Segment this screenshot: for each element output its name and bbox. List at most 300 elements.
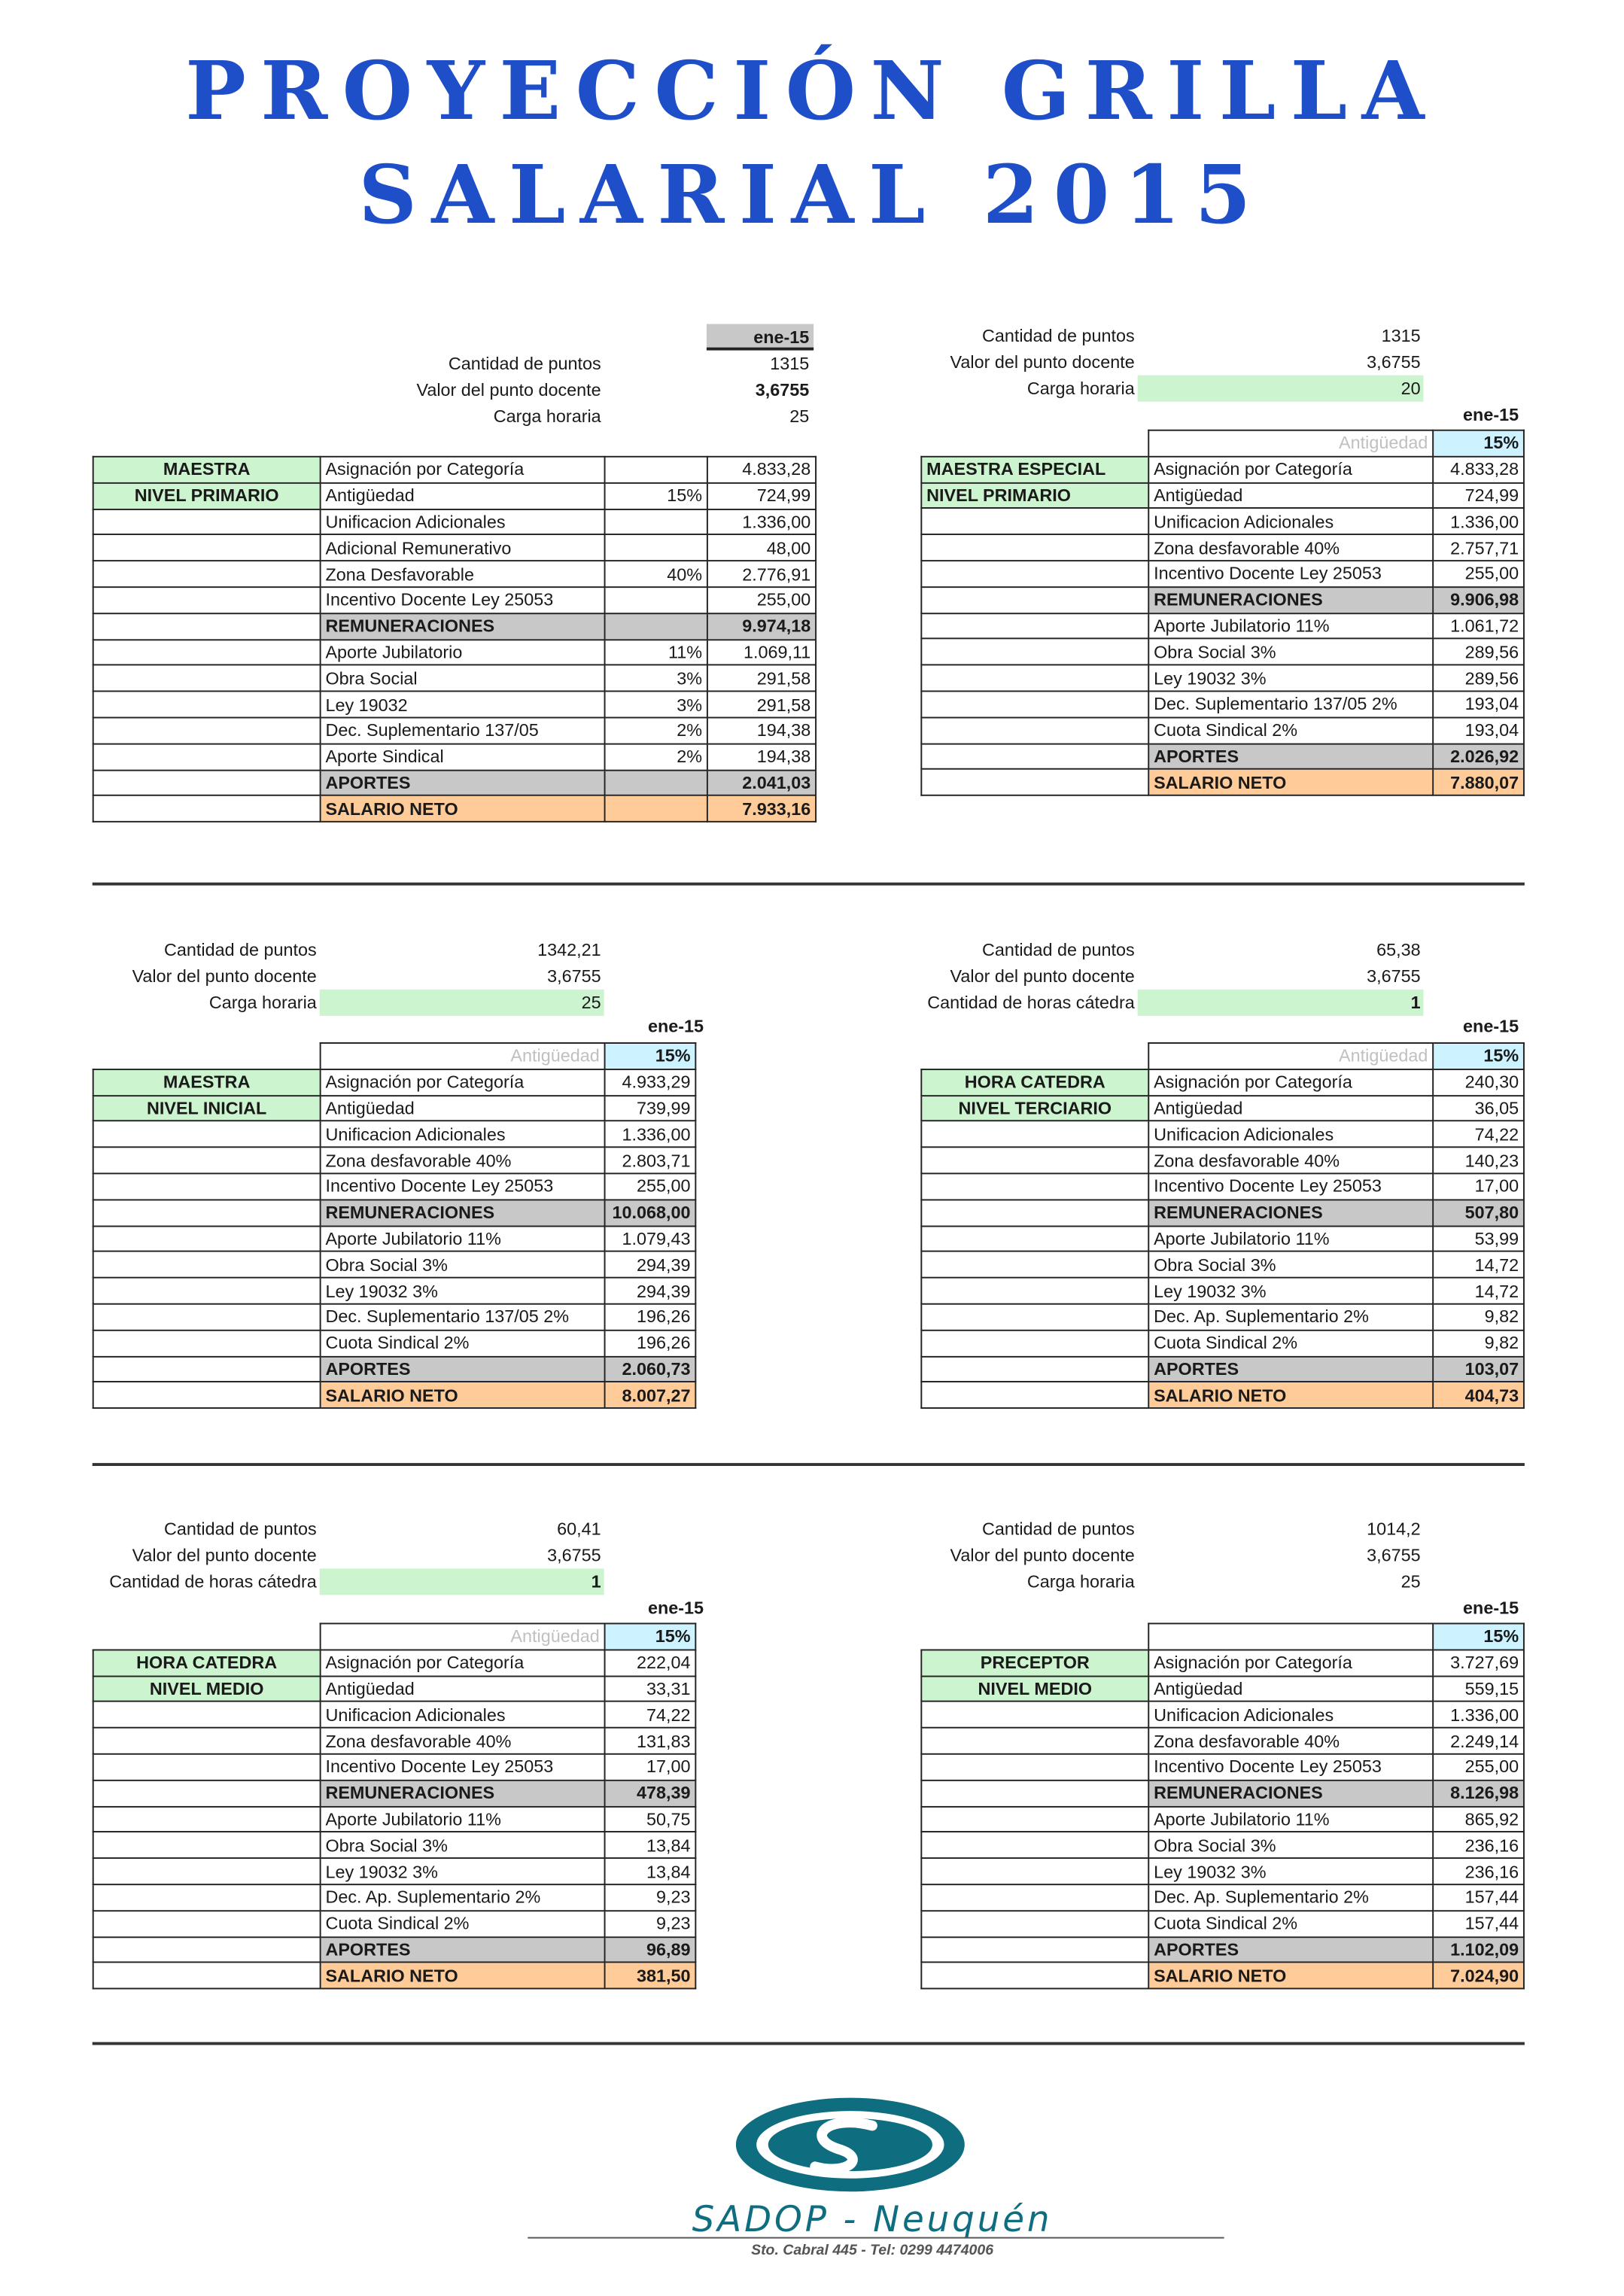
table-row xyxy=(921,665,1524,692)
salario-neto-row xyxy=(921,1382,1524,1409)
row-value: 1.102,09 xyxy=(1433,1936,1524,1963)
row-value: 194,38 xyxy=(707,744,816,770)
table-row xyxy=(921,1121,1524,1148)
row-pct: 3% xyxy=(605,665,707,692)
row-label: REMUNERACIONES xyxy=(1148,587,1433,613)
page-title-line-1: PROYECCIÓN GRILLA xyxy=(185,42,1440,138)
row-label: SALARIO NETO xyxy=(1148,1382,1433,1409)
table-row xyxy=(93,1226,696,1252)
row-label: APORTES xyxy=(321,770,605,796)
table-row xyxy=(921,509,1524,535)
row-label: Unificacion Adicionales xyxy=(1148,509,1433,535)
row-value: 478,39 xyxy=(605,1780,696,1806)
antiguedad-row xyxy=(921,430,1524,457)
table-row xyxy=(921,1858,1524,1884)
row-value: 48,00 xyxy=(707,535,816,561)
sadop-logo-icon xyxy=(733,2094,968,2196)
table-row xyxy=(921,1173,1524,1200)
row-label: Asignación por Categoría xyxy=(1148,1069,1433,1096)
row-label: REMUNERACIONES xyxy=(321,613,605,640)
row-value: 1.336,00 xyxy=(605,1121,696,1148)
row-label: Aporte Sindical xyxy=(321,744,605,770)
table-row xyxy=(921,1069,1524,1096)
row-value: 9.974,18 xyxy=(707,613,816,640)
row-value: 33,31 xyxy=(605,1676,696,1702)
row-value: 2.757,71 xyxy=(1433,534,1524,561)
row-label: Asignación por Categoría xyxy=(321,1069,605,1096)
table-row xyxy=(921,1304,1524,1330)
row-label: SALARIO NETO xyxy=(321,795,605,822)
table-row xyxy=(921,1676,1524,1702)
row-value: 724,99 xyxy=(707,482,816,509)
row-label: Aporte Jubilatorio 11% xyxy=(1148,613,1433,639)
table-row xyxy=(93,1095,696,1121)
table-row xyxy=(921,1832,1524,1859)
row-label: Aporte Jubilatorio 11% xyxy=(1148,1226,1433,1252)
row-value: 9,82 xyxy=(1433,1330,1524,1356)
t1-side-1: MAESTRA xyxy=(93,457,321,483)
table-row xyxy=(921,1650,1524,1676)
row-label: Ley 19032 3% xyxy=(321,1278,605,1304)
table-row xyxy=(93,561,816,587)
row-value: 13,84 xyxy=(605,1832,696,1859)
antiguedad-percent: 15% xyxy=(605,1623,696,1650)
table-row xyxy=(93,535,816,561)
row-label: Cuota Sindical 2% xyxy=(1148,1330,1433,1356)
t4-valor-value: 3,6755 xyxy=(1367,966,1421,987)
t5-header xyxy=(88,1516,609,1598)
row-value: 291,58 xyxy=(707,665,816,692)
table-row xyxy=(921,1226,1524,1252)
row-pct: 11% xyxy=(605,639,707,665)
row-value: 294,39 xyxy=(605,1251,696,1278)
t4-horas-value: 1 xyxy=(1138,990,1424,1016)
t4-valor-label: Valor del punto docente xyxy=(950,966,1135,987)
row-value: 9,82 xyxy=(1433,1304,1524,1330)
t2-side-2: NIVEL PRIMARIO xyxy=(921,482,1148,509)
table-row xyxy=(93,1754,696,1781)
row-label: Ley 19032 xyxy=(321,692,605,718)
row-value: 507,80 xyxy=(1433,1200,1524,1226)
table-row xyxy=(93,1278,696,1304)
row-value: 3.727,69 xyxy=(1433,1650,1524,1676)
antiguedad-percent: 15% xyxy=(1433,430,1524,457)
antiguedad-label: Antigüedad xyxy=(1148,430,1433,457)
row-value: 381,50 xyxy=(605,1963,696,1989)
row-label: REMUNERACIONES xyxy=(321,1200,605,1226)
row-label: SALARIO NETO xyxy=(1148,1963,1433,1989)
row-value: 255,00 xyxy=(1433,1754,1524,1781)
row-label: SALARIO NETO xyxy=(321,1963,605,1989)
t2-valor-value: 3,6755 xyxy=(1367,351,1421,373)
row-value: 7.933,16 xyxy=(707,795,816,822)
row-value: 240,30 xyxy=(1433,1069,1524,1096)
row-label: Incentivo Docente Ley 25053 xyxy=(1148,561,1433,587)
remuneraciones-row xyxy=(921,1780,1524,1806)
row-value: 236,16 xyxy=(1433,1832,1524,1859)
row-label: APORTES xyxy=(1148,1936,1433,1963)
row-label: Dec. Suplementario 137/05 2% xyxy=(1148,691,1433,717)
t2-valor-label: Valor del punto docente xyxy=(950,351,1135,373)
row-label: Incentivo Docente Ley 25053 xyxy=(321,587,605,613)
t6-carga-label: Carga horaria xyxy=(1026,1571,1135,1592)
row-value: 255,00 xyxy=(707,587,816,613)
table-row xyxy=(921,1911,1524,1937)
row-label: Aporte Jubilatorio 11% xyxy=(1148,1806,1433,1832)
table-row xyxy=(921,1806,1524,1832)
t1-valor-value: 3,6755 xyxy=(755,379,810,400)
divider-1 xyxy=(93,883,1525,886)
table-row xyxy=(921,534,1524,561)
t5-horas-value: 1 xyxy=(320,1568,604,1595)
table-row xyxy=(921,1148,1524,1174)
t4-side-2: NIVEL TERCIARIO xyxy=(921,1095,1148,1121)
row-value: 2.803,71 xyxy=(605,1148,696,1174)
row-value: 8.126,98 xyxy=(1433,1780,1524,1806)
t2-side-1: MAESTRA ESPECIAL xyxy=(921,456,1148,482)
salario-neto-row xyxy=(93,1963,696,1989)
row-label: REMUNERACIONES xyxy=(1148,1780,1433,1806)
table-row xyxy=(921,1701,1524,1728)
row-label: Antigüedad xyxy=(321,482,605,509)
row-label: Obra Social 3% xyxy=(1148,639,1433,665)
aportes-row xyxy=(93,1356,696,1382)
row-value: 255,00 xyxy=(605,1173,696,1200)
row-value: 2.026,92 xyxy=(1433,744,1524,770)
t3-puntos-value: 1342,21 xyxy=(537,939,601,960)
row-value: 17,00 xyxy=(605,1754,696,1781)
row-value: 724,99 xyxy=(1433,482,1524,509)
table-row xyxy=(93,1121,696,1148)
row-label: SALARIO NETO xyxy=(321,1382,605,1409)
row-pct: 3% xyxy=(605,692,707,718)
row-value: 7.024,90 xyxy=(1433,1963,1524,1989)
row-value: 53,99 xyxy=(1433,1226,1524,1252)
row-value: 36,05 xyxy=(1433,1095,1524,1121)
t6-side-2: NIVEL MEDIO xyxy=(921,1676,1148,1702)
row-label: Adicional Remunerativo xyxy=(321,535,605,561)
row-label: Aporte Jubilatorio 11% xyxy=(321,1226,605,1252)
row-label: Obra Social 3% xyxy=(1148,1832,1433,1859)
row-value: 196,26 xyxy=(605,1330,696,1356)
table-row xyxy=(921,1095,1524,1121)
table-row xyxy=(93,665,816,692)
table-row xyxy=(93,1832,696,1859)
row-label: Unificacion Adicionales xyxy=(321,1701,605,1728)
t5-side-2: NIVEL MEDIO xyxy=(93,1676,321,1702)
t1-side-2: NIVEL PRIMARIO xyxy=(93,482,321,509)
t3-valor-value: 3,6755 xyxy=(547,966,601,987)
row-value: 14,72 xyxy=(1433,1278,1524,1304)
row-value: 294,39 xyxy=(605,1278,696,1304)
row-pct xyxy=(605,535,707,561)
t4-table xyxy=(920,1042,1525,1409)
row-label: Obra Social 3% xyxy=(1148,1251,1433,1278)
table-row xyxy=(921,1884,1524,1911)
row-pct: 15% xyxy=(605,482,707,509)
row-value: 194,38 xyxy=(707,717,816,744)
remuneraciones-row xyxy=(93,1780,696,1806)
row-label: Asignación por Categoría xyxy=(321,1650,605,1676)
t5-table xyxy=(93,1622,697,1989)
table-row xyxy=(93,1884,696,1911)
row-value: 9,23 xyxy=(605,1911,696,1937)
row-value: 50,75 xyxy=(605,1806,696,1832)
row-label: SALARIO NETO xyxy=(1148,769,1433,795)
row-value: 4.833,28 xyxy=(1433,456,1524,482)
aportes-row xyxy=(921,1356,1524,1382)
t1-valor-label: Valor del punto docente xyxy=(416,379,601,400)
remuneraciones-row xyxy=(93,1200,696,1226)
table-row xyxy=(93,744,816,770)
row-pct xyxy=(605,457,707,483)
table-row xyxy=(93,639,816,665)
row-value: 255,00 xyxy=(1433,561,1524,587)
table-row xyxy=(93,1148,696,1174)
row-pct xyxy=(605,509,707,535)
row-label: Unificacion Adicionales xyxy=(1148,1121,1433,1148)
table-row xyxy=(921,639,1524,665)
t1-carga-value: 25 xyxy=(789,406,810,427)
table-row xyxy=(921,456,1524,482)
antiguedad-label: Antigüedad xyxy=(321,1043,605,1069)
row-label: Zona desfavorable 40% xyxy=(321,1148,605,1174)
table-row xyxy=(921,691,1524,717)
row-label: Aporte Jubilatorio xyxy=(321,639,605,665)
row-value: 131,83 xyxy=(605,1728,696,1754)
row-label: Obra Social 3% xyxy=(321,1832,605,1859)
table-row xyxy=(93,1858,696,1884)
row-label: Dec. Ap. Suplementario 2% xyxy=(1148,1884,1433,1911)
table-row xyxy=(93,1911,696,1937)
antiguedad-label: Antigüedad xyxy=(321,1623,605,1650)
row-value: 289,56 xyxy=(1433,665,1524,692)
row-value: 193,04 xyxy=(1433,717,1524,744)
t1-puntos-value: 1315 xyxy=(770,353,810,374)
antiguedad-percent: 15% xyxy=(605,1043,696,1069)
row-value: 291,58 xyxy=(707,692,816,718)
row-label: Asignación por Categoría xyxy=(1148,456,1433,482)
row-value: 74,22 xyxy=(605,1701,696,1728)
table-row xyxy=(93,692,816,718)
t6-side-1: PRECEPTOR xyxy=(921,1650,1148,1676)
row-value: 196,26 xyxy=(605,1304,696,1330)
brand-address: Sto. Cabral 445 - Tel: 0299 4474006 xyxy=(751,2243,994,2259)
row-label: Cuota Sindical 2% xyxy=(321,1330,605,1356)
row-pct: 2% xyxy=(605,744,707,770)
table-row xyxy=(93,1069,696,1096)
salario-neto-row xyxy=(921,769,1524,795)
row-value: 2.249,14 xyxy=(1433,1728,1524,1754)
row-value: 404,73 xyxy=(1433,1382,1524,1409)
t4-header xyxy=(880,937,1425,1019)
t3-carga-label: Carga horaria xyxy=(208,992,317,1014)
aportes-row xyxy=(93,1936,696,1963)
table-row xyxy=(921,717,1524,744)
row-label: Zona desfavorable 40% xyxy=(1148,1728,1433,1754)
t2-puntos-value: 1315 xyxy=(1381,325,1421,346)
row-value: 96,89 xyxy=(605,1936,696,1963)
row-label: Ley 19032 3% xyxy=(1148,665,1433,692)
table-row xyxy=(93,717,816,744)
table-row xyxy=(921,1754,1524,1781)
row-label: Antigüedad xyxy=(321,1676,605,1702)
t2-ene-label: ene-15 xyxy=(1463,404,1519,425)
t2-carga-label: Carga horaria xyxy=(1026,378,1135,399)
page-title-line-2: SALARIAL 2015 xyxy=(358,146,1266,242)
divider-3 xyxy=(93,2042,1525,2045)
t3-table xyxy=(93,1042,697,1409)
antiguedad-label: Antigüedad xyxy=(1148,1043,1433,1069)
row-value: 739,99 xyxy=(605,1095,696,1121)
row-value: 2.776,91 xyxy=(707,561,816,587)
row-label: REMUNERACIONES xyxy=(321,1780,605,1806)
table-row xyxy=(93,1330,696,1356)
row-label: Dec. Ap. Suplementario 2% xyxy=(321,1884,605,1911)
remuneraciones-row xyxy=(93,613,816,640)
t6-puntos-label: Cantidad de puntos xyxy=(981,1519,1135,1540)
row-value: 1.336,00 xyxy=(1433,509,1524,535)
row-label: Antigüedad xyxy=(1148,1676,1433,1702)
row-value: 4.933,29 xyxy=(605,1069,696,1096)
t6-carga-value: 25 xyxy=(1400,1571,1421,1592)
t4-puntos-value: 65,38 xyxy=(1376,939,1421,960)
row-label: Obra Social xyxy=(321,665,605,692)
table-row xyxy=(921,561,1524,587)
row-label: Unificacion Adicionales xyxy=(1148,1701,1433,1728)
t4-puntos-label: Cantidad de puntos xyxy=(981,939,1135,960)
t5-valor-label: Valor del punto docente xyxy=(132,1545,317,1566)
t6-puntos-value: 1014,2 xyxy=(1367,1519,1421,1540)
salario-neto-row xyxy=(921,1963,1524,1989)
table-row xyxy=(921,613,1524,639)
row-value: 2.041,03 xyxy=(707,770,816,796)
row-value: 8.007,27 xyxy=(605,1382,696,1409)
t3-carga-value: 25 xyxy=(320,990,604,1016)
row-label: Incentivo Docente Ley 25053 xyxy=(321,1754,605,1781)
row-label: Asignación por Categoría xyxy=(1148,1650,1433,1676)
t3-header xyxy=(88,937,609,1019)
table-row xyxy=(921,1728,1524,1754)
row-value: 236,16 xyxy=(1433,1858,1524,1884)
aportes-row xyxy=(93,770,816,796)
row-label: Ley 19032 3% xyxy=(321,1858,605,1884)
t3-side-2: NIVEL INICIAL xyxy=(93,1095,321,1121)
antiguedad-percent: 15% xyxy=(1433,1623,1524,1650)
t4-side-1: HORA CATEDRA xyxy=(921,1069,1148,1096)
t2-puntos-label: Cantidad de puntos xyxy=(981,325,1135,346)
row-value: 1.336,00 xyxy=(707,509,816,535)
table-row xyxy=(93,1251,696,1278)
antiguedad-row xyxy=(921,1043,1524,1069)
row-value: 9,23 xyxy=(605,1884,696,1911)
row-label: Antigüedad xyxy=(321,1095,605,1121)
salario-neto-row xyxy=(93,1382,696,1409)
t1-header xyxy=(337,323,821,428)
table-row xyxy=(93,1304,696,1330)
t1-table xyxy=(93,456,817,823)
t1-ene-cell: ene-15 xyxy=(707,324,814,351)
row-value: 2.060,73 xyxy=(605,1356,696,1382)
row-value: 289,56 xyxy=(1433,639,1524,665)
row-label: Zona desfavorable 40% xyxy=(1148,1148,1433,1174)
t2-table xyxy=(920,430,1525,796)
table-row xyxy=(93,1173,696,1200)
row-label: Dec. Ap. Suplementario 2% xyxy=(1148,1304,1433,1330)
row-value: 157,44 xyxy=(1433,1884,1524,1911)
antiguedad-row xyxy=(93,1043,696,1069)
row-value: 140,23 xyxy=(1433,1148,1524,1174)
row-label: Incentivo Docente Ley 25053 xyxy=(321,1173,605,1200)
row-label: Obra Social 3% xyxy=(321,1251,605,1278)
row-value: 559,15 xyxy=(1433,1676,1524,1702)
t6-valor-label: Valor del punto docente xyxy=(950,1545,1135,1566)
row-pct xyxy=(605,587,707,613)
remuneraciones-row xyxy=(921,1200,1524,1226)
t4-ene-label: ene-15 xyxy=(1463,1015,1519,1037)
antiguedad-row xyxy=(93,1623,696,1650)
row-label: Unificacion Adicionales xyxy=(321,509,605,535)
row-label: Antigüedad xyxy=(1148,482,1433,509)
remuneraciones-row xyxy=(921,587,1524,613)
t3-puntos-label: Cantidad de puntos xyxy=(163,939,317,960)
antiguedad-percent: 15% xyxy=(1433,1043,1524,1069)
row-value: 14,72 xyxy=(1433,1251,1524,1278)
t6-table xyxy=(920,1622,1525,1989)
row-label: APORTES xyxy=(321,1936,605,1963)
row-label: Zona desfavorable 40% xyxy=(321,1728,605,1754)
row-value: 1.061,72 xyxy=(1433,613,1524,639)
row-value: 9.906,98 xyxy=(1433,587,1524,613)
table-row xyxy=(921,1251,1524,1278)
t2-header xyxy=(880,323,1425,405)
row-value: 193,04 xyxy=(1433,691,1524,717)
row-label: Dec. Suplementario 137/05 2% xyxy=(321,1304,605,1330)
row-label: Unificacion Adicionales xyxy=(321,1121,605,1148)
t5-ene-label: ene-15 xyxy=(647,1598,704,1619)
t1-puntos-label: Cantidad de puntos xyxy=(448,353,601,374)
t4-horas-label: Cantidad de horas cátedra xyxy=(927,992,1135,1014)
t5-puntos-label: Cantidad de puntos xyxy=(163,1519,317,1540)
t5-side-1: HORA CATEDRA xyxy=(93,1650,321,1676)
aportes-row xyxy=(921,744,1524,770)
row-pct: 40% xyxy=(605,561,707,587)
table-row xyxy=(93,1728,696,1754)
table-row xyxy=(93,1676,696,1702)
row-label: Asignación por Categoría xyxy=(321,457,605,483)
row-pct: 2% xyxy=(605,717,707,744)
row-value: 1.079,43 xyxy=(605,1226,696,1252)
row-label: Cuota Sindical 2% xyxy=(1148,1911,1433,1937)
row-value: 7.880,07 xyxy=(1433,769,1524,795)
t5-valor-value: 3,6755 xyxy=(547,1545,601,1566)
row-label: APORTES xyxy=(321,1356,605,1382)
brand-underline xyxy=(528,2237,1224,2239)
row-label: Cuota Sindical 2% xyxy=(1148,717,1433,744)
t3-valor-label: Valor del punto docente xyxy=(132,966,317,987)
row-label: Incentivo Docente Ley 25053 xyxy=(1148,1754,1433,1781)
row-value: 10.068,00 xyxy=(605,1200,696,1226)
table-row xyxy=(921,482,1524,509)
row-label: Incentivo Docente Ley 25053 xyxy=(1148,1173,1433,1200)
row-value: 4.833,28 xyxy=(707,457,816,483)
row-value: 74,22 xyxy=(1433,1121,1524,1148)
t5-horas-label: Cantidad de horas cátedra xyxy=(109,1571,317,1592)
t2-carga-value: 20 xyxy=(1138,376,1424,402)
table-row xyxy=(93,482,816,509)
t3-side-1: MAESTRA xyxy=(93,1069,321,1096)
row-label: Dec. Suplementario 137/05 xyxy=(321,717,605,744)
